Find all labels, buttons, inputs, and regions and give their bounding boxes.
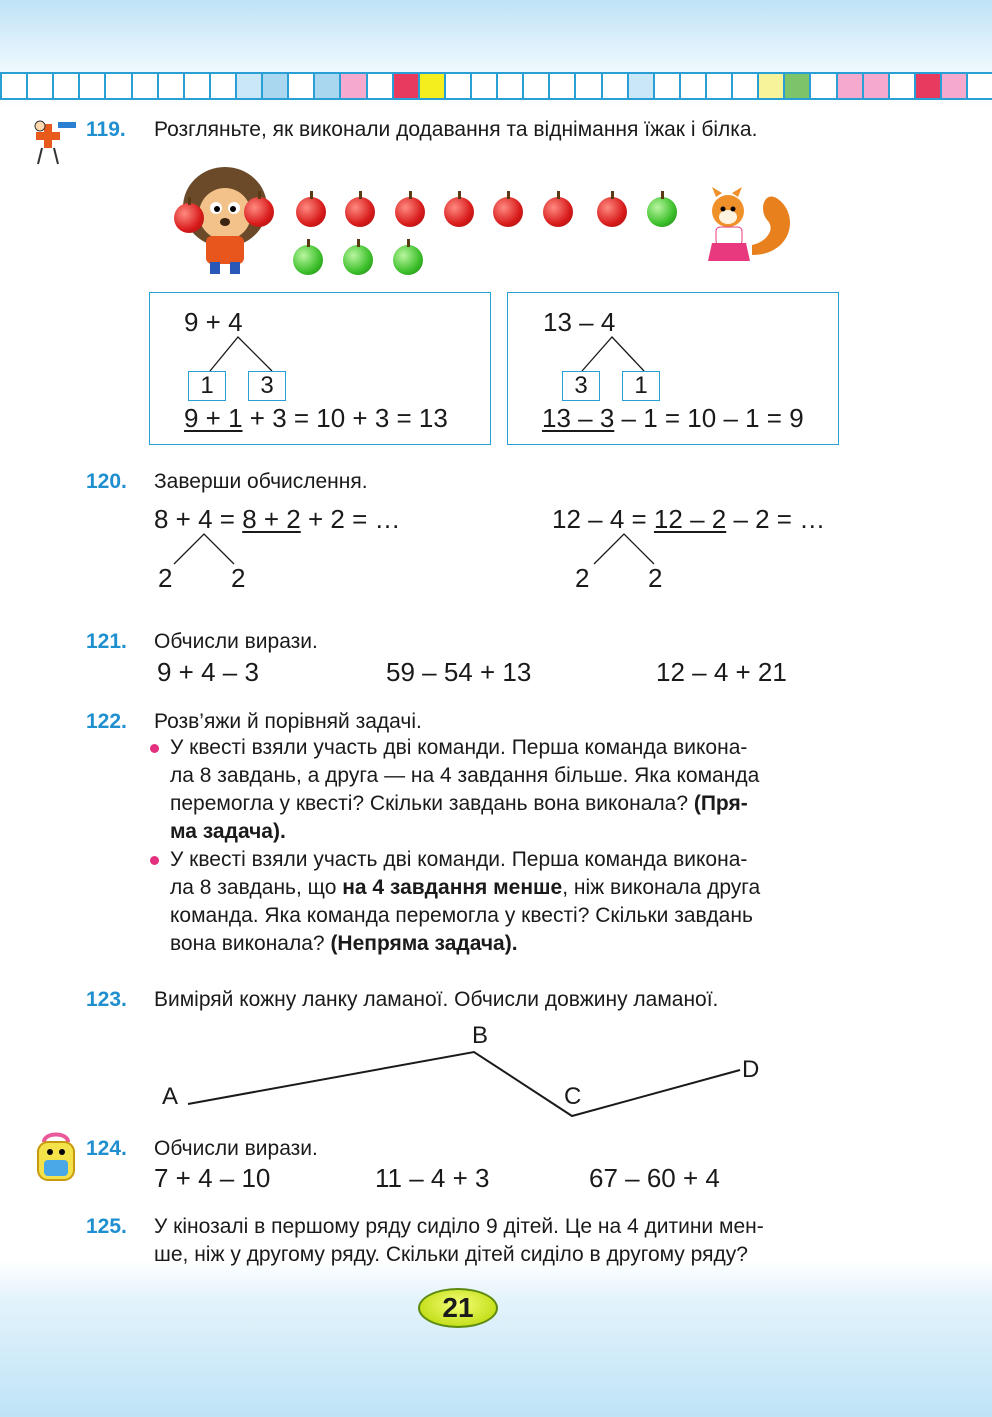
strip-cell [496, 72, 522, 100]
split-lines [200, 335, 280, 375]
strip-cell [209, 72, 235, 100]
split-lines [572, 335, 652, 375]
strip-cell [783, 72, 809, 100]
strip-cell [705, 72, 731, 100]
strip-cell [183, 72, 209, 100]
strip-cell [809, 72, 835, 100]
split-box: 3 [248, 371, 286, 401]
problem-line [170, 930, 518, 958]
problem-text: перемогла у квесті? Скільки завдань вона виконала? [170, 792, 694, 815]
strip-cell [78, 72, 104, 100]
split-box: 1 [188, 371, 226, 401]
expression: 7 + 4 – 10 [154, 1163, 271, 1193]
exercise-number: 121. [86, 630, 127, 653]
strip-cell [940, 72, 966, 100]
strip-cell [836, 72, 862, 100]
exercise-text: Розгляньте, як виконали додавання та віднімання їжак і білка. [154, 118, 758, 141]
strip-cell [601, 72, 627, 100]
strip-cell [757, 72, 783, 100]
strip-cell [131, 72, 157, 100]
equation-part: + 2 = … [300, 504, 401, 534]
bullet [150, 744, 159, 753]
problem-line: У кінозалі в першому ряду сиділо 9 дітей. Це на 4 дитини мен- [154, 1215, 764, 1238]
exercise-number: 119. [86, 118, 126, 141]
equation-part: 8 + 4 = [154, 504, 243, 534]
expression: 59 – 54 + 13 [386, 657, 532, 687]
red-apple-icon [296, 197, 326, 227]
problem-line [170, 874, 760, 902]
squirrel-illustration [692, 185, 796, 275]
split-number: 2 [231, 563, 246, 593]
problem-line [170, 818, 286, 846]
backpack-icon [30, 1132, 82, 1184]
exercise-text: Розв’яжи й порівняй задачі. [154, 710, 422, 733]
strip-cell [966, 72, 992, 100]
point-label-a: A [162, 1083, 179, 1110]
strip-cell [522, 72, 548, 100]
addition-solution [184, 403, 448, 434]
split-box: 3 [562, 371, 600, 401]
strip-cell [313, 72, 339, 100]
split-lines [170, 532, 240, 566]
strip-cell [0, 72, 26, 100]
point-label-b: B [472, 1022, 489, 1049]
expression: 9 + 4 – 3 [157, 657, 259, 687]
page-number: 21 [418, 1288, 498, 1328]
exercise-number: 125. [86, 1215, 127, 1238]
problem-bold: на 4 завдання менше [342, 876, 563, 899]
problem-bold: (Пря- [693, 792, 748, 815]
subtraction-expression: 13 – 4 [543, 307, 616, 337]
solution-rest: + 3 = 10 + 3 = 13 [242, 403, 448, 433]
exercise-number: 123. [86, 988, 127, 1011]
decorative-color-strip [0, 72, 992, 100]
strip-cell [574, 72, 600, 100]
strip-cell [366, 72, 392, 100]
equation-left [154, 504, 400, 535]
green-apple-icon [343, 245, 373, 275]
polyline-figure [180, 1040, 750, 1130]
equation-part: 12 – 4 = [552, 504, 654, 534]
exercise-text: Обчисли вирази. [154, 630, 318, 653]
problem-line: У квесті взяли участь дві команди. Перша команда викона- [170, 848, 748, 871]
red-apple-icon [345, 197, 375, 227]
exercise-text: Обчисли вирази. [154, 1137, 318, 1160]
exercise-text: Заверши обчислення. [154, 470, 368, 493]
green-apple-icon [647, 197, 677, 227]
strip-cell [914, 72, 940, 100]
strip-cell [548, 72, 574, 100]
red-apple-icon [244, 197, 274, 227]
strip-cell [418, 72, 444, 100]
strip-cell [653, 72, 679, 100]
problem-bold: (Непряма задача). [330, 932, 518, 955]
underlined-part: 8 + 2 [242, 504, 301, 534]
red-apple-icon [444, 197, 474, 227]
bullet [150, 856, 159, 865]
split-number: 2 [648, 563, 663, 593]
plus-minus-icon [28, 118, 80, 168]
strip-cell [339, 72, 365, 100]
problem-line: У квесті взяли участь дві команди. Перша команда викона- [170, 736, 748, 759]
split-box: 1 [622, 371, 660, 401]
strip-cell [287, 72, 313, 100]
underlined-part: 13 – 3 [542, 403, 615, 433]
split-number: 2 [158, 563, 173, 593]
expression: 67 – 60 + 4 [589, 1163, 720, 1193]
red-apple-icon [493, 197, 523, 227]
strip-cell [392, 72, 418, 100]
subtraction-solution [542, 403, 804, 434]
strip-cell [261, 72, 287, 100]
exercise-number: 122. [86, 710, 127, 733]
problem-text: ла 8 завдань, що [170, 876, 343, 899]
strip-cell [627, 72, 653, 100]
problem-line: ше, ніж у другому ряду. Скільки дітей сиділо в другому ряду? [154, 1243, 748, 1266]
split-number: 2 [575, 563, 590, 593]
exercise-number: 124. [86, 1137, 127, 1160]
addition-expression: 9 + 4 [184, 307, 243, 337]
expression: 12 – 4 + 21 [656, 657, 787, 687]
strip-cell [104, 72, 130, 100]
red-apple-icon [543, 197, 573, 227]
strip-cell [444, 72, 470, 100]
strip-cell [862, 72, 888, 100]
green-apple-icon [293, 245, 323, 275]
expression: 11 – 4 + 3 [375, 1163, 490, 1193]
problem-text: , ніж виконала друга [562, 876, 761, 899]
strip-cell [235, 72, 261, 100]
strip-cell [888, 72, 914, 100]
problem-bold: ма задача). [170, 820, 286, 843]
problem-text: вона виконала? [170, 932, 331, 955]
strip-cell [26, 72, 52, 100]
strip-cell [157, 72, 183, 100]
strip-cell [52, 72, 78, 100]
exercise-text: Виміряй кожну ланку ламаної. Обчисли довжину ламаної. [154, 988, 719, 1011]
exercise-number: 120. [86, 470, 127, 493]
point-label-c: C [564, 1083, 582, 1110]
red-apple-icon [395, 197, 425, 227]
red-apple-icon [174, 203, 204, 233]
equation-right [552, 504, 825, 535]
red-apple-icon [597, 197, 627, 227]
split-lines [590, 532, 660, 566]
strip-cell [470, 72, 496, 100]
problem-line: команда. Яка команда перемогла у квесті? Скільки завдань [170, 904, 753, 927]
solution-rest: – 1 = 10 – 1 = 9 [614, 403, 804, 433]
strip-cell [679, 72, 705, 100]
point-label-d: D [742, 1056, 760, 1083]
equation-part: – 2 = … [726, 504, 826, 534]
underlined-part: 12 – 2 [653, 504, 727, 534]
underlined-part: 9 + 1 [184, 403, 243, 433]
green-apple-icon [393, 245, 423, 275]
problem-line [170, 790, 748, 818]
problem-line: ла 8 завдань, а друга — на 4 завдання більше. Яка команда [170, 764, 760, 787]
strip-cell [731, 72, 757, 100]
